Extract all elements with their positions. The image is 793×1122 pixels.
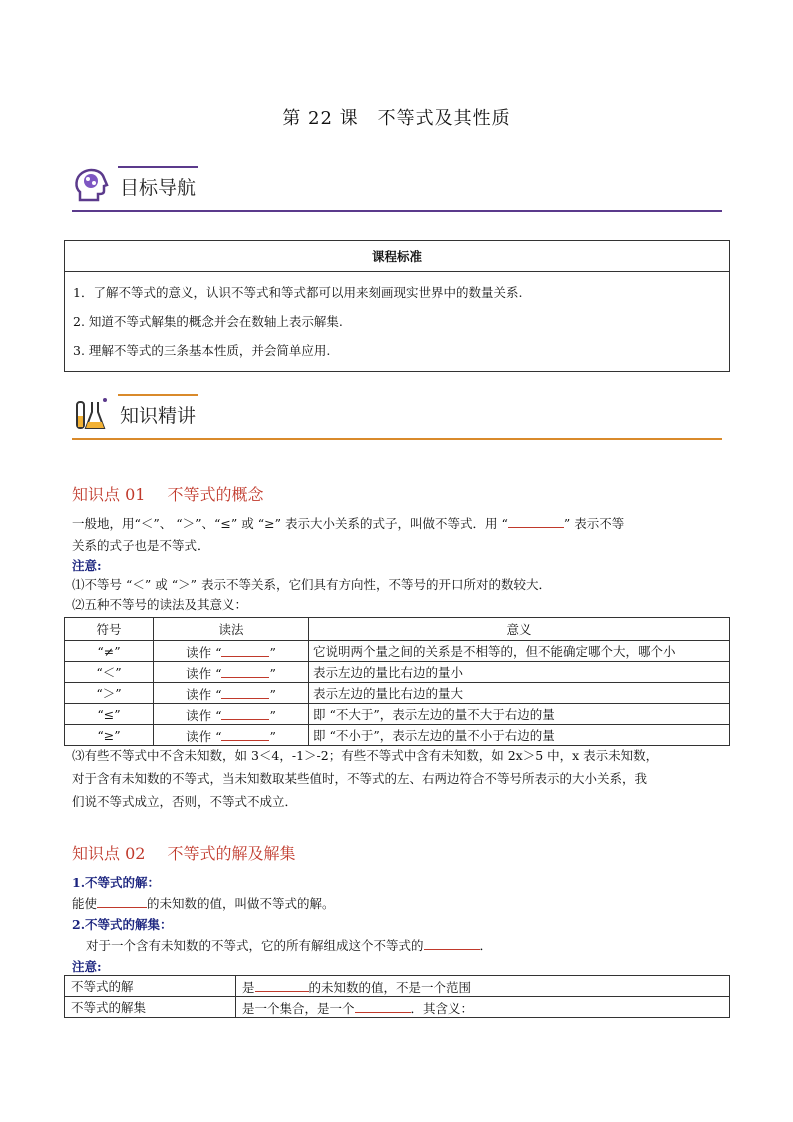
standard-item: 3. 理解不等式的三条基本性质，并会简单应用.: [73, 343, 331, 358]
kp1-body: [72, 513, 724, 615]
brain-head-icon: [72, 166, 112, 206]
kp2-text: 对于一个含有未知数的不等式，它的所有解组成这个不等式的: [86, 938, 424, 953]
standards-items: [65, 272, 730, 372]
section-goal-header: [72, 164, 722, 212]
table-row: [65, 997, 730, 1018]
kp2-body: [72, 872, 724, 977]
standards-table: [64, 240, 730, 372]
kp1-def-text-end: ” 表示不等: [563, 516, 625, 531]
standards-header: 课程标准: [65, 241, 730, 272]
kp1-note2: ⑵五种不等号的读法及其意义：: [72, 597, 248, 612]
kp1-note1: ⑴不等号 “＜” 或 “＞” 表示不等关系，它们具有方向性，不等号的开口所对的数较大．: [72, 577, 551, 592]
symbol-cell: “≠”: [65, 641, 154, 662]
answer-blank: [355, 998, 411, 1013]
answer-blank: [508, 513, 564, 528]
kp1-note3-line: ⑶有些不等式中不含未知数，如 3＜4，-1＞-2；有些不等式中含有未知数，如 2x＞5 中，x 表示未知数，: [72, 748, 659, 763]
kp1-title: 不等式的概念: [167, 485, 264, 504]
reading-cell: 读作 “ ”: [154, 725, 309, 746]
reading-cell: 读作 “ ”: [154, 662, 309, 683]
section-goal-underline: [72, 210, 722, 212]
section-knowledge-title: 知识精讲: [120, 405, 197, 427]
page-title: 第 22 课 不等式及其性质: [282, 108, 511, 129]
kp1-note3-line: 们说不等式成立，否则，不等式不成立．: [72, 794, 298, 809]
kp2-number: 知识点 02: [72, 844, 146, 863]
kp1-heading: [72, 482, 263, 505]
table-row: [65, 976, 730, 997]
kp2-note-label: 注意:: [72, 959, 102, 974]
kp1-note-label: 注意:: [72, 558, 102, 573]
reading-cell: 读作 “ ”: [154, 641, 309, 662]
section-goal-topline: [118, 166, 198, 168]
symbol-cell: “＞”: [65, 683, 154, 704]
kp1-def-line2: 关系的式子也是不等式．: [72, 538, 210, 553]
col-header-symbol: 符号: [65, 618, 154, 641]
table-row: [65, 704, 730, 725]
kp2-heading-solution: 1.不等式的解：: [72, 875, 161, 890]
lab-flask-icon: [72, 394, 112, 434]
kp2-text: 的未知数的值，叫做不等式的解。: [147, 896, 335, 911]
kp2-text: 能使: [72, 896, 98, 911]
table-row: [65, 683, 730, 704]
kp2-text: ．: [479, 938, 493, 953]
kp1-note3-line: 对于含有未知数的不等式，当未知数取某些值时，不等式的左、右两边符合不等号所表示的大小关系，我: [72, 771, 648, 786]
kp2-title: 不等式的解及解集: [167, 844, 296, 863]
reading-cell: 读作 “ ”: [154, 704, 309, 725]
solution-comparison-table: [64, 975, 730, 1018]
reading-cell: 读作 “ ”: [154, 683, 309, 704]
standard-item: 1．了解不等式的意义，认识不等式和等式都可以用来刻画现实世界中的数量关系.: [73, 285, 523, 300]
answer-blank: [221, 642, 269, 657]
table-row: [65, 725, 730, 746]
kp1-note3: [72, 744, 724, 813]
section-knowledge-topline: [118, 394, 198, 396]
table-row: [65, 641, 730, 662]
meaning-cell: 表示左边的量比右边的量小: [309, 662, 730, 683]
section-knowledge-underline: [72, 438, 722, 440]
answer-blank: [424, 935, 480, 950]
kp2-heading-solution-set: 2.不等式的解集：: [72, 917, 173, 932]
standard-item: 2. 知道不等式解集的概念并会在数轴上表示解集.: [73, 314, 343, 329]
meaning-cell: 即 “不小于”，表示左边的量不小于右边的量: [309, 725, 730, 746]
term-cell: 不等式的解集: [65, 997, 236, 1018]
table-row: [65, 662, 730, 683]
section-knowledge-header: [72, 392, 722, 440]
term-cell: 不等式的解: [65, 976, 236, 997]
definition-cell: 是一个集合，是一个 ．其含义：: [236, 997, 730, 1018]
answer-blank: [221, 663, 269, 678]
meaning-cell: 即 “不大于”，表示左边的量不大于右边的量: [309, 704, 730, 725]
symbol-cell: “＜”: [65, 662, 154, 683]
col-header-meaning: 意义: [309, 618, 730, 641]
section-goal-title: 目标导航: [120, 177, 197, 199]
kp2-heading: [72, 841, 295, 864]
definition-cell: 是 的未知数的值，不是一个范围: [236, 976, 730, 997]
kp1-number: 知识点 01: [72, 485, 146, 504]
col-header-reading: 读法: [154, 618, 309, 641]
answer-blank: [221, 684, 269, 699]
inequality-symbols-table: [64, 617, 730, 746]
answer-blank: [255, 977, 309, 992]
answer-blank: [97, 893, 147, 908]
answer-blank: [221, 705, 269, 720]
meaning-cell: 它说明两个量之间的关系是不相等的，但不能确定哪个大，哪个小: [309, 641, 730, 662]
symbol-cell: “≤”: [65, 704, 154, 725]
meaning-cell: 表示左边的量比右边的量大: [309, 683, 730, 704]
answer-blank: [221, 726, 269, 741]
table-header-row: [65, 618, 730, 641]
symbol-cell: “≥”: [65, 725, 154, 746]
kp1-def-text: 一般地，用“＜”、 “＞”、“≤” 或 “≥” 表示大小关系的式子，叫做不等式．用 “: [72, 516, 508, 531]
